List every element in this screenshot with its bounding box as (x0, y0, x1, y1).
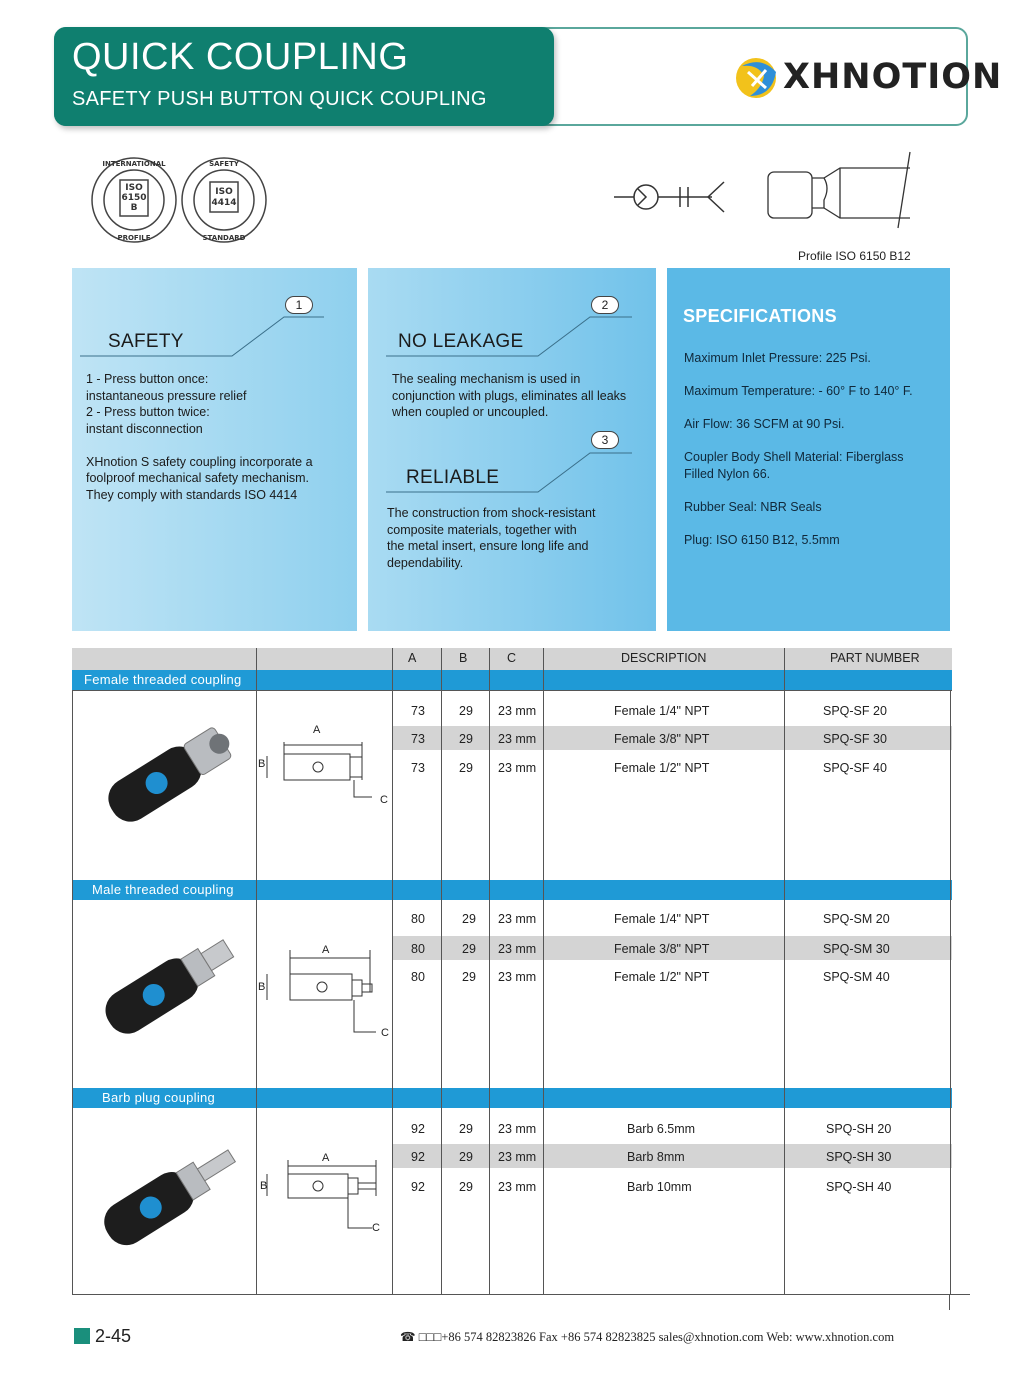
seal-b-label: B (130, 203, 138, 213)
product-table (72, 648, 952, 1295)
cell-c: 23 mm (498, 761, 537, 775)
cell-a: 73 (411, 704, 425, 718)
reliable-number-badge: 3 (591, 431, 619, 449)
dim-label-a: A (322, 944, 330, 956)
safety-heading: SAFETY (108, 331, 184, 352)
spec-item: Maximum Inlet Pressure: 225 Psi. (684, 351, 871, 365)
section-bar-barb (72, 1088, 952, 1108)
cell-b: 29 (459, 732, 473, 746)
grid-line (543, 648, 544, 1295)
cell-a: 92 (411, 1180, 425, 1194)
safety-text: 1 - Press button once: instantaneous pressure relief 2 - Press button twice: instant disconnection XHnotion S safety coupling incorporate a foolproof mechanical safety mechanism. They comply with standards ISO 4414 (86, 372, 313, 502)
cell-b: 29 (459, 1180, 473, 1194)
barb-coupling-image-icon (84, 1126, 244, 1256)
leakage-number-badge: 2 (591, 296, 619, 314)
dim-label-a: A (313, 724, 321, 736)
seal2-4414-label: 4414 (211, 198, 237, 208)
page-subtitle: SAFETY PUSH BUTTON QUICK COUPLING (72, 88, 487, 110)
seal2-standard-label: STANDARD (202, 234, 246, 242)
cell-part-number: SPQ-SM 30 (823, 942, 890, 956)
seal-international-label: INTERNATIONAL (102, 160, 166, 168)
spec-item: Plug: ISO 6150 B12, 5.5mm (684, 533, 840, 547)
grid-line (72, 690, 952, 691)
seal-iso-label: ISO (125, 183, 143, 193)
cell-description: Female 3/8" NPT (614, 942, 710, 956)
footer-rule-tick (949, 1294, 950, 1310)
iso-seals-icon (90, 156, 270, 246)
dim-label-b: B (260, 1180, 268, 1192)
footer-contact: ☎ □□□+86 574 82823826 Fax +86 574 82823825 sales@xhnotion.com Web: www.xhnotion.com (400, 1330, 895, 1344)
page-title: QUICK COUPLING (72, 36, 409, 78)
grid-line (489, 648, 490, 1295)
barb-dimension-drawing-icon (260, 1156, 390, 1236)
safety-number-badge: 1 (285, 296, 313, 314)
grid-line (392, 648, 393, 1295)
page-marker (74, 1328, 90, 1344)
cell-b: 29 (459, 761, 473, 775)
cell-description: Female 1/2" NPT (614, 970, 710, 984)
cell-part-number: SPQ-SF 30 (823, 732, 887, 746)
cell-c: 23 mm (498, 1150, 537, 1164)
cell-c: 23 mm (498, 732, 537, 746)
dim-label-c: C (380, 794, 388, 806)
cell-c: 23 mm (498, 1122, 537, 1136)
section-label: Male threaded coupling (92, 882, 234, 897)
cell-description: Barb 8mm (627, 1150, 685, 1164)
brand-name: XHNOTION (783, 57, 1003, 97)
grid-line (441, 648, 442, 1295)
cell-description: Female 1/4" NPT (614, 704, 710, 718)
cell-part-number: SPQ-SF 20 (823, 704, 887, 718)
section-bar-female (72, 670, 952, 690)
cell-a: 80 (411, 942, 425, 956)
cell-c: 23 mm (498, 942, 537, 956)
cell-b: 29 (459, 1150, 473, 1164)
footer-rule (72, 1294, 970, 1295)
spec-item: Rubber Seal: NBR Seals (684, 500, 822, 514)
cell-a: 80 (411, 912, 425, 926)
male-coupling-image-icon (84, 920, 244, 1050)
section-label: Barb plug coupling (102, 1090, 216, 1105)
seal2-iso-label: ISO (215, 187, 233, 197)
grid-line (950, 690, 951, 1295)
cell-a: 92 (411, 1150, 425, 1164)
col-header-part-number: PART NUMBER (830, 651, 920, 665)
cell-part-number: SPQ-SH 40 (826, 1180, 892, 1194)
leakage-text: The sealing mechanism is used in conjunction with plugs, eliminates all leaks when coupled or uncoupled. (392, 372, 627, 419)
cell-a: 92 (411, 1122, 425, 1136)
cell-c: 23 mm (498, 704, 537, 718)
cell-b: 29 (462, 942, 476, 956)
seal2-safety-label: SAFETY (209, 160, 239, 168)
specifications-heading: SPECIFICATIONS (683, 306, 837, 326)
section-label: Female threaded coupling (84, 672, 242, 687)
cell-a: 80 (411, 970, 425, 984)
col-header-description: DESCRIPTION (621, 651, 707, 665)
cell-b: 29 (459, 704, 473, 718)
grid-line (784, 648, 785, 1295)
reliable-heading: RELIABLE (406, 467, 500, 488)
profile-label: Profile ISO 6150 B12 (798, 249, 911, 263)
seal-profile-label: PROFILE (117, 234, 151, 242)
female-coupling-image-icon (84, 716, 244, 836)
col-header-c: C (507, 651, 517, 665)
cell-description: Female 1/2" NPT (614, 761, 710, 775)
cell-part-number: SPQ-SM 40 (823, 970, 890, 984)
cell-part-number: SPQ-SH 30 (826, 1150, 892, 1164)
cell-c: 23 mm (498, 970, 537, 984)
cell-description: Barb 10mm (627, 1180, 692, 1194)
male-dimension-drawing-icon (260, 944, 390, 1036)
col-header-b: B (459, 651, 468, 665)
dim-label-b: B (258, 758, 266, 770)
section-bar-male (72, 880, 952, 900)
seal-6150-label: 6150 (121, 193, 147, 203)
cell-b: 29 (462, 912, 476, 926)
cell-c: 23 mm (498, 1180, 537, 1194)
cell-a: 73 (411, 732, 425, 746)
spec-item: Maximum Temperature: - 60° F to 140° F. (684, 384, 913, 398)
profile-drawing-icon (760, 150, 920, 230)
page-number: 2-45 (95, 1326, 132, 1346)
cell-a: 73 (411, 761, 425, 775)
cell-part-number: SPQ-SF 40 (823, 761, 887, 775)
coupling-symbol-icon (612, 172, 732, 222)
dim-label-a: A (322, 1152, 330, 1164)
dim-label-b: B (258, 981, 266, 993)
dim-label-c: C (372, 1222, 380, 1234)
cell-b: 29 (459, 1122, 473, 1136)
cell-c: 23 mm (498, 912, 537, 926)
cell-part-number: SPQ-SM 20 (823, 912, 890, 926)
grid-line (256, 648, 257, 1295)
reliable-text: The construction from shock-resistant composite materials, together with the metal insert, ensure long life and dependability. (387, 506, 596, 570)
cell-b: 29 (462, 970, 476, 984)
female-dimension-drawing-icon (260, 728, 390, 808)
spec-item: Coupler Body Shell Material: Fiberglass Filled Nylon 66. (684, 450, 904, 481)
cell-part-number: SPQ-SH 20 (826, 1122, 892, 1136)
cell-description: Female 1/4" NPT (614, 912, 710, 926)
cell-description: Barb 6.5mm (627, 1122, 696, 1136)
cell-description: Female 3/8" NPT (614, 732, 710, 746)
col-header-a: A (408, 651, 417, 665)
spec-item: Air Flow: 36 SCFM at 90 Psi. (684, 417, 845, 431)
dim-label-c: C (381, 1027, 389, 1039)
grid-line (72, 690, 73, 1295)
leakage-heading: NO LEAKAGE (398, 331, 524, 352)
